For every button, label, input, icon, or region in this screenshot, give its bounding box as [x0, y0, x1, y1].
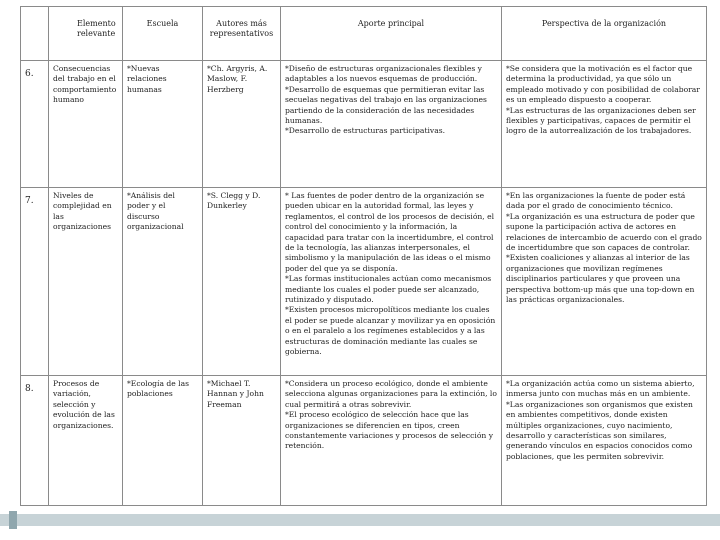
- perspective-cell: [502, 188, 707, 376]
- header-school: Escuela: [123, 7, 203, 61]
- authors-cell: *S. Clegg y D. Dunkerley: [203, 188, 281, 376]
- footer-decoration-block: [9, 511, 17, 529]
- organization-theories-table: [20, 6, 707, 506]
- contribution-item: *Considera un proceso ecológico, donde el ambiente selecciona algunas organizaciones para la extinción, lo cual permitirá a otras sobrevivir.: [285, 379, 497, 409]
- table-row: [21, 61, 707, 188]
- header-authors: Autores más representativos: [203, 7, 281, 61]
- element-cell: Niveles de complejidad en las organizaciones: [49, 188, 123, 376]
- contribution-cell: [281, 61, 502, 188]
- row-number: 8.: [21, 376, 49, 506]
- element-cell: Procesos de variación, selección y evolución de las organizaciones.: [49, 376, 123, 506]
- authors-cell: *Ch. Argyris, A. Maslow, F. Herzberg: [203, 61, 281, 188]
- perspective-item: *Las estructuras de las organizaciones deben ser flexibles y participativas, capaces de permitir el logro de la autorrealización de los trabajadores.: [506, 105, 696, 136]
- perspective-item: *La organización es una estructura de poder que supone la participación activa de actores en relaciones de intercambio de acuerdo con el grado de incertidumbre que son capaces de controlar.: [506, 211, 702, 253]
- row-number: 6.: [21, 61, 49, 188]
- contribution-item: *Diseño de estructuras organizacionales flexibles y adaptables a los nuevos esquemas de producción.: [285, 64, 482, 84]
- header-perspective: Perspectiva de la organización: [502, 7, 707, 61]
- contribution-item: * Las fuentes de poder dentro de la organización se pueden ubicar en la autoridad formal, las leyes y reglamentos, el control de los procesos de decisión, el control del conocimiento y la información, la capacidad para tratar con la incertidumbre, el control de la tecnología, las alianzas interpersonales, el simbolismo y la manipulación de las ideas o el mismo poder del que ya se disponía.: [285, 191, 495, 273]
- perspective-item: *Existen coaliciones y alianzas al interior de las organizaciones que movilizan regímenes disciplinarios particulares y que proveen una perspectiva bottom-up más que una top-down en las prácticas organizacionales.: [506, 253, 695, 305]
- header-number: [21, 7, 49, 61]
- header-contribution: Aporte principal: [281, 7, 502, 61]
- footer-decoration-bar: [0, 514, 720, 526]
- school-cell: *Análisis del poder y el discurso organizacional: [123, 188, 203, 376]
- perspective-item: *Se considera que la motivación es el factor que determina la productividad, ya que sólo un empleado motivado y con posibilidad de colaborar es un empleado dispuesto a cooperar.: [506, 64, 700, 105]
- row-number: 7.: [21, 188, 49, 376]
- perspective-cell: [502, 61, 707, 188]
- contribution-item: *Existen procesos micropolíticos mediante los cuales el poder se puede alcanzar y movilizar ya en oposición o en el paralelo a los regímenes establecidos y a las estructuras de dominación mediante las cuales se gobierna.: [285, 305, 496, 357]
- contribution-item: *Desarrollo de esquemas que permitieran evitar las secuelas negativas del trabajo en las organizaciones partiendo de la consideración de las necesidades humanas.: [285, 84, 487, 126]
- contribution-item: *Desarrollo de estructuras participativas.: [285, 126, 446, 136]
- element-cell: Consecuencias del trabajo en el comportamiento humano: [49, 61, 123, 188]
- perspective-item: *En las organizaciones la fuente de poder está dada por el grado de conocimiento técnico.: [506, 191, 686, 211]
- perspective-item: *Las organizaciones son organismos que existen en ambientes competitivos, donde existen múltiples organizaciones, cuyo nacimiento, desarrollo y características son similares, generando vínculos en espacios conocidos como poblaciones, que les permiten sobrevivir.: [506, 399, 693, 461]
- contribution-item: *El proceso ecológico de selección hace que las organizaciones se diferencien en tipos, creen constantemente variaciones y procesos de selección y retención.: [285, 410, 494, 451]
- header-row: [21, 7, 707, 61]
- perspective-item: *La organización actúa como un sistema abierto, inmersa junto con muchas más en un ambiente.: [506, 379, 695, 399]
- table-row: [21, 188, 707, 376]
- contribution-cell: [281, 188, 502, 376]
- contribution-item: *Las formas institucionales actúan como mecanismos mediante los cuales el poder puede ser alcanzado, rutinizado y disputado.: [285, 274, 492, 305]
- school-cell: *Ecología de las poblaciones: [123, 376, 203, 506]
- perspective-cell: [502, 376, 707, 506]
- school-cell: *Nuevas relaciones humanas: [123, 61, 203, 188]
- table-row: [21, 376, 707, 506]
- header-element: Elemento relevante: [49, 7, 123, 61]
- contribution-cell: [281, 376, 502, 506]
- authors-cell: *Michael T. Hannan y John Freeman: [203, 376, 281, 506]
